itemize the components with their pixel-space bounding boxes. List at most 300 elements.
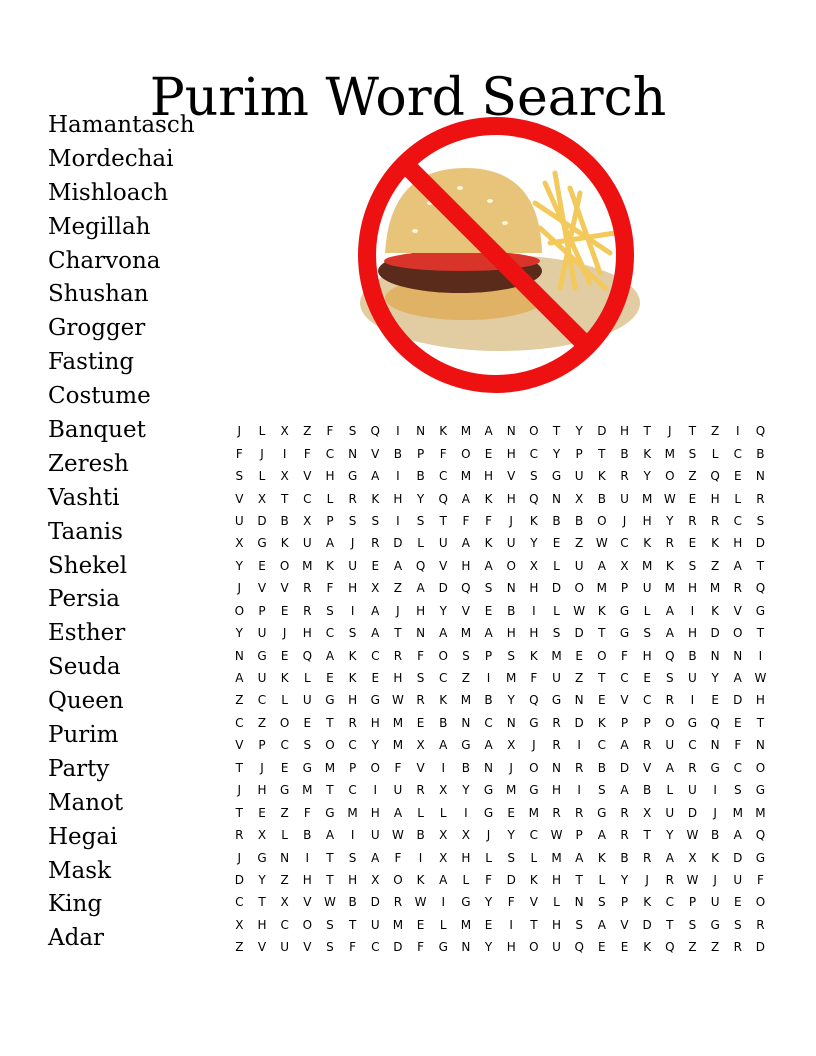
grid-letter: Y <box>258 872 266 887</box>
grid-letter: N <box>506 715 516 730</box>
grid-letter: H <box>348 872 358 887</box>
grid-row <box>228 936 772 958</box>
grid-letter: A <box>416 581 425 596</box>
grid-letter: M <box>324 760 336 775</box>
grid-letter: W <box>391 828 404 843</box>
grid-letter: J <box>237 424 242 439</box>
grid-letter: D <box>574 626 584 641</box>
grid-letter: H <box>552 783 562 798</box>
grid-letter: N <box>484 760 494 775</box>
grid-letter: E <box>733 715 742 730</box>
grid-letter: B <box>461 760 470 775</box>
grid-letter: O <box>665 715 675 730</box>
word-list-item: Mordechai <box>48 145 174 172</box>
grid-letter: H <box>461 850 471 865</box>
word-list-item: Esther <box>48 620 126 647</box>
grid-row <box>228 577 772 599</box>
grid-letter: T <box>326 715 334 730</box>
grid-letter: Y <box>371 738 379 753</box>
grid-letter: N <box>416 626 426 641</box>
grid-letter: T <box>326 783 334 798</box>
grid-letter: Q <box>529 693 539 708</box>
grid-letter: R <box>303 603 312 618</box>
grid-letter: U <box>665 738 675 753</box>
grid-letter: V <box>257 581 267 596</box>
grid-letter: M <box>551 850 562 865</box>
grid-letter: G <box>619 626 630 641</box>
grid-letter: G <box>529 715 539 730</box>
grid-letter: W <box>754 671 767 686</box>
grid-letter: R <box>371 536 380 551</box>
grid-row <box>228 846 772 868</box>
grid-letter: J <box>622 513 627 528</box>
grid-letter: V <box>235 491 244 506</box>
grid-letter: N <box>461 940 471 955</box>
word-list-item: Charvona <box>48 247 161 274</box>
grid-letter: P <box>484 648 493 663</box>
grid-letter: T <box>326 872 334 887</box>
grid-letter: N <box>574 895 584 910</box>
grid-letter: D <box>234 872 244 887</box>
grid-letter: O <box>665 469 675 484</box>
grid-letter: A <box>484 558 493 573</box>
grid-letter: Q <box>529 491 539 506</box>
grid-letter: A <box>575 850 584 865</box>
grid-letter: G <box>257 536 267 551</box>
grid-letter: S <box>598 783 606 798</box>
grid-letter: U <box>574 558 584 573</box>
grid-row <box>228 487 772 509</box>
grid-row <box>228 689 772 711</box>
word-list-item: Costume <box>48 383 151 410</box>
grid-letter: W <box>663 491 676 506</box>
grid-letter: L <box>417 805 424 820</box>
grid-letter: K <box>643 895 652 910</box>
grid-letter: I <box>350 828 355 843</box>
grid-letter: E <box>620 940 629 955</box>
grid-letter: G <box>755 783 766 798</box>
grid-letter: N <box>506 581 516 596</box>
grid-letter: Z <box>461 671 470 686</box>
grid-letter: D <box>393 940 403 955</box>
grid-letter: Q <box>755 424 766 439</box>
grid-letter: E <box>643 671 651 686</box>
grid-letter: C <box>439 671 448 686</box>
grid-letter: B <box>416 828 425 843</box>
grid-letter: G <box>619 603 630 618</box>
grid-letter: R <box>393 648 403 663</box>
grid-letter: S <box>507 850 516 865</box>
word-list-item: Seuda <box>48 654 121 681</box>
grid-letter: M <box>709 581 721 596</box>
grid-letter: L <box>553 603 560 618</box>
grid-letter: K <box>597 469 606 484</box>
grid-letter: G <box>347 469 358 484</box>
grid-letter: H <box>416 603 426 618</box>
grid-letter: M <box>460 469 472 484</box>
grid-letter: K <box>484 536 493 551</box>
grid-letter: L <box>258 424 266 439</box>
grid-letter: S <box>326 917 334 932</box>
grid-letter: R <box>710 513 720 528</box>
grid-letter: F <box>462 513 470 528</box>
grid-letter: U <box>257 626 267 641</box>
grid-letter: E <box>733 469 742 484</box>
grid-letter: B <box>552 513 561 528</box>
grid-letter: O <box>461 446 471 461</box>
grid-letter: N <box>280 850 290 865</box>
grid-letter: E <box>552 536 561 551</box>
grid-letter: H <box>506 626 516 641</box>
grid-letter: D <box>642 917 652 932</box>
grid-letter: X <box>620 558 629 573</box>
grid-letter: V <box>235 738 244 753</box>
grid-letter: T <box>235 805 243 820</box>
grid-letter: Z <box>393 581 403 596</box>
grid-letter: H <box>348 581 358 596</box>
grid-letter: Y <box>530 536 538 551</box>
grid-letter: L <box>281 828 288 843</box>
grid-letter: O <box>529 940 539 955</box>
grid-letter: E <box>280 603 289 618</box>
grid-letter: D <box>755 940 766 955</box>
grid-letter: B <box>643 783 652 798</box>
grid-letter: Y <box>484 895 493 910</box>
grid-letter: X <box>235 917 244 932</box>
grid-letter: H <box>506 491 516 506</box>
grid-letter: Y <box>235 626 243 641</box>
grid-letter: F <box>485 872 492 887</box>
grid-letter: M <box>302 558 313 573</box>
grid-letter: S <box>643 626 651 641</box>
grid-letter: L <box>326 491 334 506</box>
grid-letter: N <box>710 648 720 663</box>
grid-letter: O <box>438 648 448 663</box>
grid-letter: U <box>620 491 629 506</box>
grid-letter: O <box>302 917 313 932</box>
grid-letter: O <box>755 760 766 775</box>
grid-letter: H <box>325 469 335 484</box>
grid-letter: A <box>439 872 448 887</box>
grid-row <box>228 712 772 734</box>
grid-letter: I <box>735 424 740 439</box>
grid-letter: X <box>280 424 289 439</box>
grid-row <box>228 667 772 689</box>
grid-letter: T <box>756 626 765 641</box>
grid-letter: N <box>574 693 584 708</box>
grid-letter: L <box>530 850 538 865</box>
word-list-item: Manot <box>48 789 124 816</box>
grid-letter: A <box>371 469 380 484</box>
grid-letter: X <box>643 805 652 820</box>
grid-letter: M <box>755 805 766 820</box>
word-list-item: King <box>48 891 103 918</box>
grid-letter: O <box>755 895 766 910</box>
grid-letter: T <box>326 850 334 865</box>
grid-letter: P <box>258 603 266 618</box>
grid-letter: J <box>713 872 717 887</box>
grid-letter: H <box>348 693 358 708</box>
grid-letter: D <box>438 581 448 596</box>
grid-letter: M <box>460 424 472 439</box>
grid-letter: D <box>574 715 584 730</box>
word-list-item: Hamantasch <box>48 112 195 138</box>
grid-letter: U <box>234 513 244 528</box>
grid-letter: R <box>688 760 697 775</box>
word-list-item: Shushan <box>48 281 149 308</box>
grid-letter: K <box>371 491 380 506</box>
grid-letter: A <box>439 626 448 641</box>
grid-letter: M <box>641 558 653 573</box>
grid-row <box>228 465 772 487</box>
grid-letter: C <box>597 738 607 753</box>
grid-letter: P <box>348 760 357 775</box>
grid-letter: G <box>325 693 335 708</box>
grid-letter: S <box>733 783 742 798</box>
grid-letter: L <box>485 850 492 865</box>
grid-letter: A <box>620 738 629 753</box>
grid-letter: J <box>237 850 242 865</box>
grid-letter: S <box>507 648 516 663</box>
grid-letter: J <box>532 738 536 753</box>
grid-letter: W <box>686 872 699 887</box>
grid-letter: Z <box>575 671 584 686</box>
grid-letter: C <box>371 648 380 663</box>
grid-letter: F <box>349 940 357 955</box>
grid-letter: S <box>688 446 697 461</box>
grid-letter: O <box>529 424 539 439</box>
grid-letter: K <box>280 536 289 551</box>
grid-letter: X <box>235 536 244 551</box>
grid-row <box>228 510 772 532</box>
grid-row <box>228 555 772 577</box>
grid-row <box>228 914 772 936</box>
grid-letter: W <box>324 895 336 910</box>
grid-letter: F <box>756 872 764 887</box>
grid-letter: A <box>665 850 674 865</box>
grid-letter: R <box>575 760 584 775</box>
grid-letter: O <box>733 626 743 641</box>
grid-letter: K <box>280 671 289 686</box>
grid-letter: G <box>483 783 494 798</box>
grid-letter: C <box>325 626 335 641</box>
grid-letter: T <box>439 513 447 528</box>
grid-letter: C <box>484 715 493 730</box>
grid-letter: G <box>438 940 448 955</box>
grid-letter: D <box>597 424 607 439</box>
grid-letter: R <box>552 738 561 753</box>
grid-letter: C <box>303 491 312 506</box>
grid-letter: M <box>506 783 517 798</box>
grid-letter: P <box>643 715 651 730</box>
grid-letter: U <box>688 783 697 798</box>
grid-letter: C <box>529 446 539 461</box>
grid-letter: F <box>530 671 538 686</box>
grid-letter: H <box>687 626 697 641</box>
grid-letter: B <box>484 693 493 708</box>
word-list-item: Grogger <box>48 315 146 342</box>
grid-letter: L <box>598 872 606 887</box>
grid-letter: I <box>396 513 400 528</box>
grid-letter: T <box>530 917 538 932</box>
grid-letter: H <box>370 805 380 820</box>
grid-row <box>228 801 772 823</box>
grid-letter: N <box>234 648 244 663</box>
grid-letter: C <box>439 469 448 484</box>
grid-letter: I <box>305 850 310 865</box>
word-list-item: Mask <box>48 857 112 884</box>
grid-letter: T <box>348 917 357 932</box>
word-list-item: Shekel <box>48 552 128 579</box>
grid-letter: B <box>597 760 606 775</box>
grid-letter: M <box>347 805 358 820</box>
grid-letter: K <box>643 536 652 551</box>
grid-letter: F <box>621 648 628 663</box>
grid-letter: C <box>371 940 380 955</box>
grid-letter: L <box>439 805 447 820</box>
grid-letter: S <box>688 558 697 573</box>
grid-letter: S <box>416 671 425 686</box>
grid-letter: S <box>416 513 425 528</box>
grid-letter: X <box>461 828 470 843</box>
grid-letter: R <box>756 917 765 932</box>
grid-letter: A <box>325 828 335 843</box>
grid-letter: G <box>461 895 471 910</box>
grid-letter: M <box>732 805 743 820</box>
grid-letter: L <box>439 917 447 932</box>
grid-letter: Z <box>710 940 720 955</box>
grid-letter: S <box>326 940 334 955</box>
grid-letter: V <box>439 558 448 573</box>
grid-letter: W <box>686 828 699 843</box>
grid-letter: R <box>665 872 674 887</box>
grid-letter: Q <box>415 558 426 573</box>
grid-letter: S <box>756 513 765 528</box>
grid-letter: C <box>733 760 742 775</box>
grid-letter: O <box>597 648 607 663</box>
grid-letter: O <box>506 558 516 573</box>
grid-letter: O <box>393 872 403 887</box>
grid-letter: E <box>598 940 606 955</box>
grid-letter: H <box>755 693 765 708</box>
grid-letter: U <box>370 828 380 843</box>
grid-letter: Z <box>688 469 697 484</box>
grid-letter: R <box>552 805 561 820</box>
grid-letter: G <box>687 715 698 730</box>
word-list-item: Hegai <box>48 823 118 850</box>
grid-letter: H <box>710 491 720 506</box>
grid-row <box>228 622 772 644</box>
grid-letter: K <box>711 603 720 618</box>
grid-letter: C <box>325 446 335 461</box>
grid-letter: Z <box>280 872 289 887</box>
grid-letter: Y <box>507 828 515 843</box>
grid-letter: E <box>484 603 493 618</box>
letter-grid <box>228 420 772 959</box>
grid-letter: P <box>620 581 629 596</box>
grid-letter: U <box>370 917 380 932</box>
grid-letter: H <box>619 424 629 439</box>
grid-letter: M <box>392 715 404 730</box>
grid-letter: K <box>529 648 538 663</box>
grid-letter: B <box>597 491 606 506</box>
grid-letter: U <box>257 671 267 686</box>
grid-letter: F <box>507 895 515 910</box>
grid-letter: P <box>620 715 629 730</box>
grid-letter: L <box>734 491 742 506</box>
page-title: Purim Word Search <box>149 67 667 128</box>
grid-letter: U <box>280 940 290 955</box>
grid-letter: R <box>688 513 697 528</box>
grid-letter: N <box>506 424 516 439</box>
grid-letter: L <box>462 872 470 887</box>
grid-letter: I <box>713 783 717 798</box>
grid-letter: E <box>371 671 380 686</box>
grid-letter: H <box>642 648 652 663</box>
grid-letter: J <box>486 828 491 843</box>
grid-letter: I <box>373 783 378 798</box>
grid-letter: T <box>258 895 266 910</box>
grid-letter: Q <box>302 648 313 663</box>
no-food-icon <box>350 113 646 401</box>
grid-letter: G <box>755 603 766 618</box>
grid-letter: I <box>486 671 491 686</box>
grid-letter: K <box>326 558 334 573</box>
grid-letter: X <box>257 491 267 506</box>
grid-letter: D <box>619 760 630 775</box>
grid-letter: X <box>371 581 380 596</box>
grid-letter: V <box>620 917 629 932</box>
grid-letter: H <box>257 917 267 932</box>
grid-letter: H <box>302 626 312 641</box>
grid-letter: H <box>687 581 697 596</box>
grid-letter: I <box>441 895 445 910</box>
grid-letter: R <box>575 805 584 820</box>
grid-letter: N <box>461 715 471 730</box>
grid-letter: V <box>303 469 312 484</box>
grid-letter: U <box>552 940 561 955</box>
grid-letter: V <box>529 895 538 910</box>
grid-letter: I <box>690 693 695 708</box>
grid-letter: S <box>598 895 606 910</box>
grid-letter: K <box>348 648 357 663</box>
grid-letter: U <box>665 805 675 820</box>
grid-letter: Y <box>666 513 674 528</box>
word-list-item: Persia <box>48 586 120 613</box>
grid-letter: E <box>416 917 425 932</box>
grid-letter: I <box>396 469 400 484</box>
grid-letter: G <box>302 760 312 775</box>
grid-letter: F <box>326 581 334 596</box>
grid-letter: U <box>302 536 312 551</box>
word-list-item: Queen <box>48 688 124 715</box>
grid-letter: R <box>348 491 357 506</box>
grid-letter: N <box>552 491 561 506</box>
grid-letter: X <box>416 738 425 753</box>
grid-letter: W <box>550 828 563 843</box>
grid-letter: F <box>394 760 402 775</box>
grid-letter: X <box>575 491 584 506</box>
grid-letter: U <box>348 558 357 573</box>
grid-row <box>228 891 772 913</box>
grid-letter: F <box>485 513 492 528</box>
grid-letter: L <box>258 469 266 484</box>
grid-letter: Q <box>438 491 448 506</box>
grid-letter: Q <box>665 648 675 663</box>
grid-letter: A <box>235 671 244 686</box>
grid-letter: J <box>396 603 400 618</box>
grid-letter: Z <box>710 424 720 439</box>
